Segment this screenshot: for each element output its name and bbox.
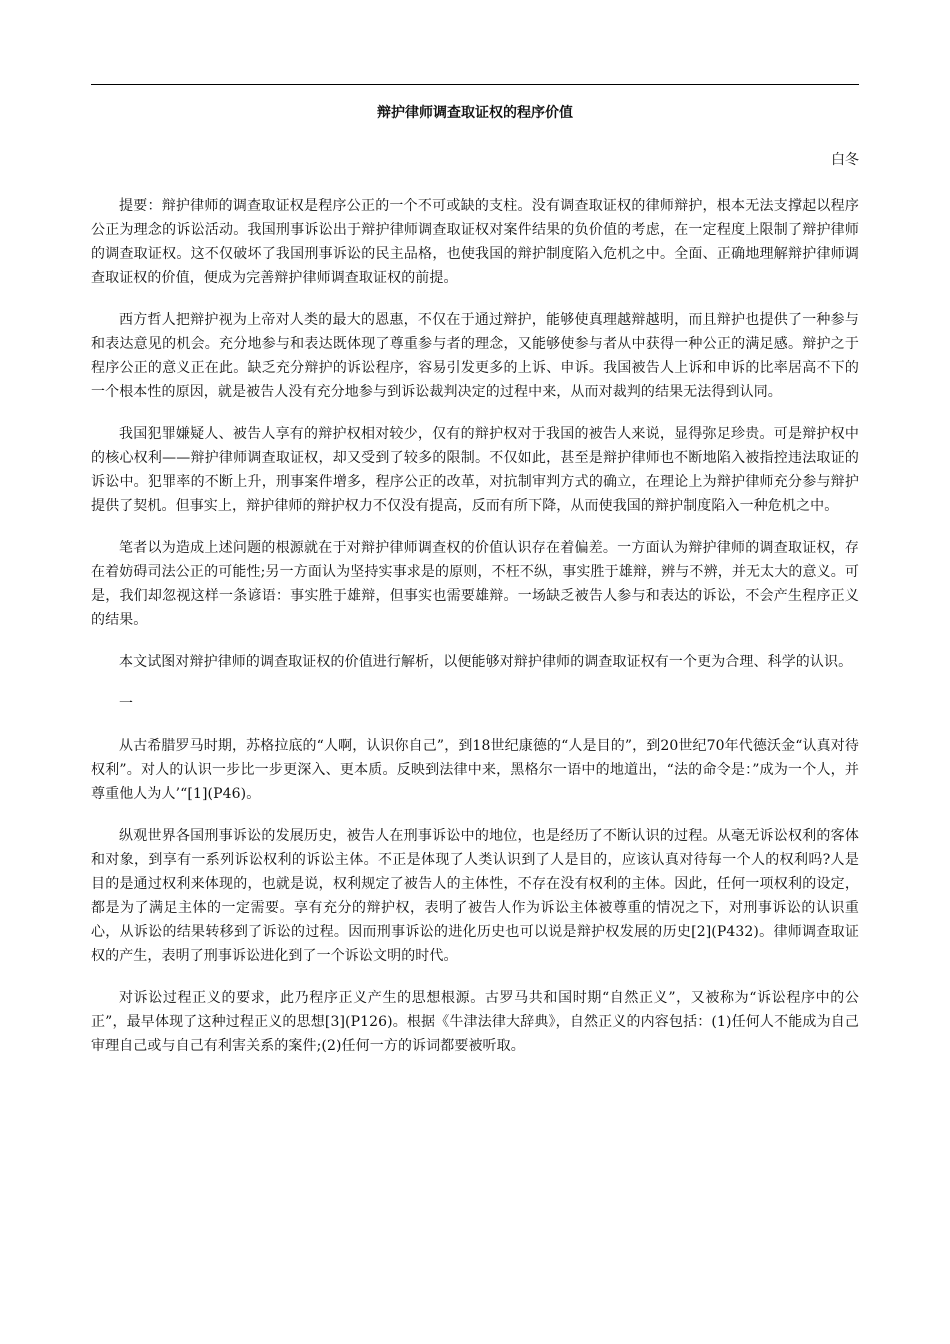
section-heading-one: 一	[119, 696, 133, 712]
header-rule	[91, 84, 859, 85]
document-author: 白冬	[831, 152, 859, 168]
body-paragraph: 本文试图对辩护律师的调查取证权的价值进行解析，以便能够对辩护律师的调查取证权有一个更为合理、科学的认识。	[119, 654, 853, 670]
abstract-paragraph: 提要：辩护律师的调查取证权是程序公正的一个不可或缺的支柱。没有调查取证权的律师辩护，根本无法支撑起以程序公正为理念的诉讼活动。我国刑事诉讼出于辩护律师调查取证权对案件结果的负价值的考虑，在一定程度上限制了辩护律师的调查取证权。这不仅破坏了我国刑事诉讼的民主品格，也使我国的辩护制度陷入危机之中。全面、正确地理解辩护律师调查取证权的价值，便成为完善辩护律师调查取证权的前提。	[91, 198, 859, 286]
body-paragraph: 西方哲人把辩护视为上帝对人类的最大的恩惠，不仅在于通过辩护，能够使真理越辩越明，而且辩护也提供了一种参与和表达意见的机会。充分地参与和表达既体现了尊重参与者的理念，又能够使参与者从中获得一种公正的满足感。辩护之于程序公正的意义正在此。缺乏充分辩护的诉讼程序，容易引发更多的上诉、申诉。我国被告人上诉和申诉的比率居高不下的一个根本性的原因，就是被告人没有充分地参与到诉讼裁判决定的过程中来，从而对裁判的结果无法得到认同。	[91, 312, 859, 400]
body-paragraph: 从古希腊罗马时期，苏格拉底的“人啊，认识你自己”，到18世纪康德的“人是目的”，到20世纪70年代德沃金“认真对待权利”。对人的认识一步比一步更深入、更本质。反映到法律中来，黑格尔一语中的地道出，“法的命令是：”成为一个人，并尊重他人为人’“[1](P46)。	[91, 738, 859, 802]
body-paragraph: 对诉讼过程正义的要求，此乃程序正义产生的思想根源。古罗马共和国时期“自然正义”，又被称为“诉讼程序中的公正”，最早体现了这种过程正义的思想[3](P126)。根据《牛津法律大辞典》，自然正义的内容包括：(1)任何人不能成为自己审理自己或与自己有利害关系的案件;(2)任何一方的诉词都要被听取。	[91, 990, 859, 1054]
body-paragraph: 笔者以为造成上述问题的根源就在于对辩护律师调查权的价值认识存在着偏差。一方面认为辩护律师的调查取证权，存在着妨碍司法公正的可能性;另一方面认为坚持实事求是的原则，不枉不纵，事实胜于雄辩，辨与不辨，并无太大的意义。可是，我们却忽视这样一条谚语：事实胜于雄辩，但事实也需要雄辩。一场缺乏被告人参与和表达的诉讼，不会产生程序正义的结果。	[91, 540, 859, 628]
document-body	[91, 194, 859, 1076]
document-title: 辩护律师调查取证权的程序价值	[377, 105, 573, 121]
body-paragraph: 我国犯罪嫌疑人、被告人享有的辩护权相对较少，仅有的辩护权对于我国的被告人来说，显得弥足珍贵。可是辩护权中的核心权利——辩护律师调查取证权，却又受到了较多的限制。不仅如此，甚至是辩护律师也不断地陷入被指控违法取证的诉讼中。犯罪率的不断上升，刑事案件增多，程序公正的改革，对抗制审判方式的确立，在理论上为辩护律师充分参与辩护提供了契机。但事实上，辩护律师的辩护权力不仅没有提高，反而有所下降，从而使我国的辩护制度陷入一种危机之中。	[91, 426, 859, 514]
body-paragraph: 纵观世界各国刑事诉讼的发展历史，被告人在刑事诉讼中的地位，也是经历了不断认识的过程。从毫无诉讼权利的客体和对象，到享有一系列诉讼权利的诉讼主体。不正是体现了人类认识到了人是目的，应该认真对待每一个人的权利吗?人是目的是通过权利来体现的，也就是说，权利规定了被告人的主体性，不存在没有权利的主体。因此，任何一项权利的设定，都是为了满足主体的一定需要。享有充分的辩护权，表明了被告人作为诉讼主体被尊重的情况之下，对刑事诉讼的认识重心，从诉讼的结果转移到了诉讼的过程。因而刑事诉讼的进化历史也可以说是辩护权发展的历史[2](P432)。律师调查取证权的产生，表明了刑事诉讼进化到了一个诉讼文明的时代。	[91, 828, 859, 964]
